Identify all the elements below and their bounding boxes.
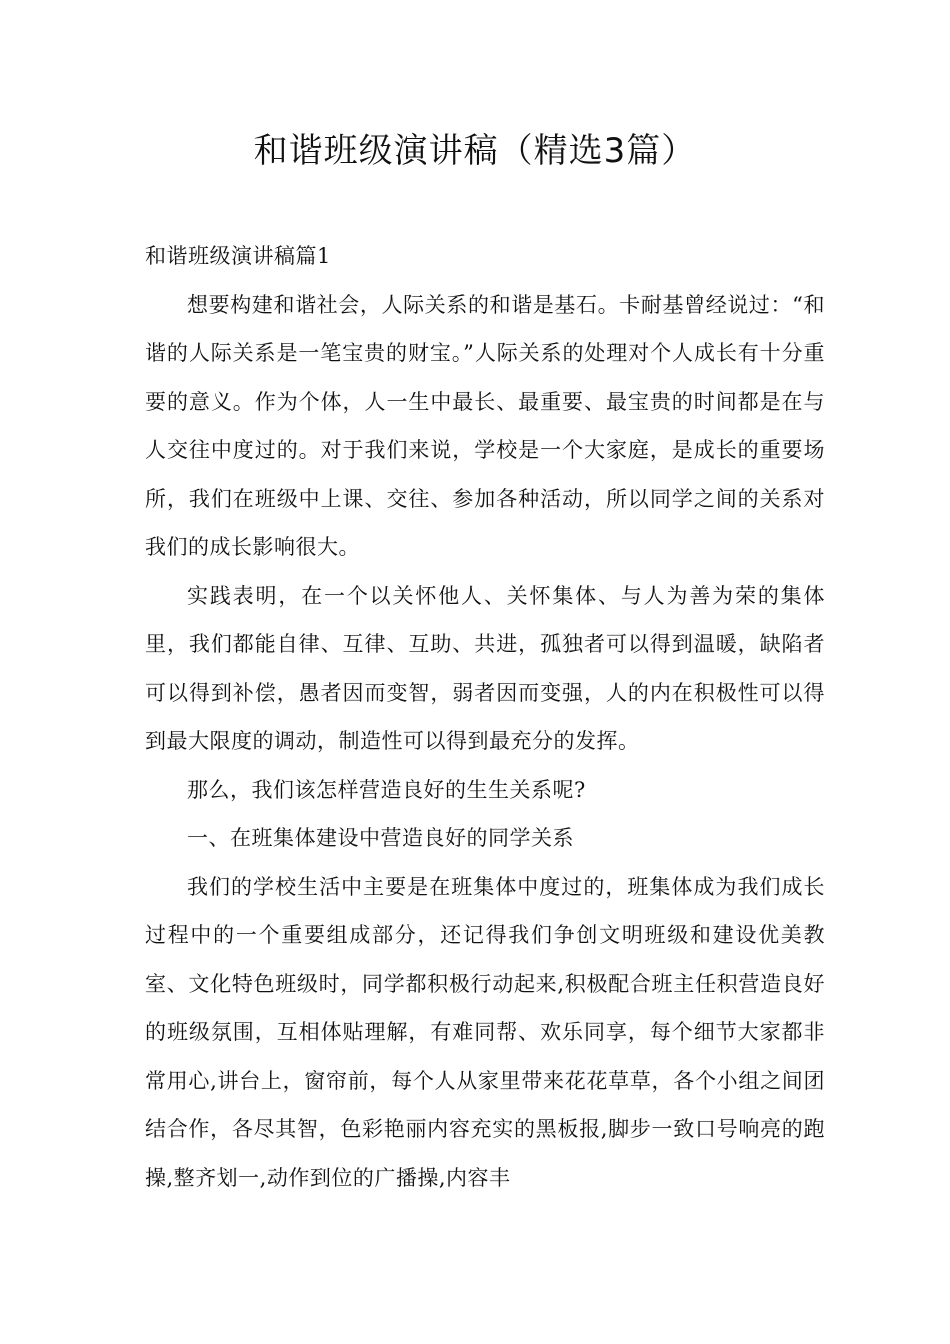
section-heading: 和谐班级演讲稿篇1	[145, 244, 331, 268]
paragraph-5: 我们的学校生活中主要是在班集体中度过的，班集体成为我们成长过程中的一个重要组成部分，还记得我们争创文明班级和建设优美教室、文化特色班级时，同学都积极行动起来,积极配合班主任积营造良好的班级氛围，互相体贴理解，有难同帮、欢乐同享，每个细节大家都非常用心,讲台上，窗帘前，每个人从家里带来花花草草，各个小组之间团结合作，各尽其智，色彩艳丽内容充实的黑板报,脚步一致口号响亮的跑操,整齐划一,动作到位的广播操,内容丰	[145, 874, 825, 1190]
paragraph-2: 实践表明，在一个以关怀他人、关怀集体、与人为善为荣的集体里，我们都能自律、互律、互助、共进，孤独者可以得到温暖，缺陷者可以得到补偿，愚者因而变智，弱者因而变强，人的内在积极性可以得到最大限度的调动，制造性可以得到最充分的发挥。	[145, 583, 825, 753]
paragraph-1: 想要构建和谐社会，人际关系的和谐是基石。卡耐基曾经说过：“和谐的人际关系是一笔宝贵的财宝。”人际关系的处理对个人成长有十分重要的意义。作为个体，人一生中最长、最重要、最宝贵的时间都是在与人交往中度过的。对于我们来说，学校是一个大家庭，是成长的重要场所，我们在班级中上课、交往、参加各种活动，所以同学之间的关系对我们的成长影响很大。	[145, 292, 825, 559]
paragraph-4-subheading: 一、在班集体建设中营造良好的同学关系	[187, 826, 574, 850]
paragraph-3: 那么，我们该怎样营造良好的生生关系呢?	[187, 777, 586, 802]
document-title: 和谐班级演讲稿（精选3篇）	[253, 131, 697, 171]
document-body	[145, 232, 825, 1202]
